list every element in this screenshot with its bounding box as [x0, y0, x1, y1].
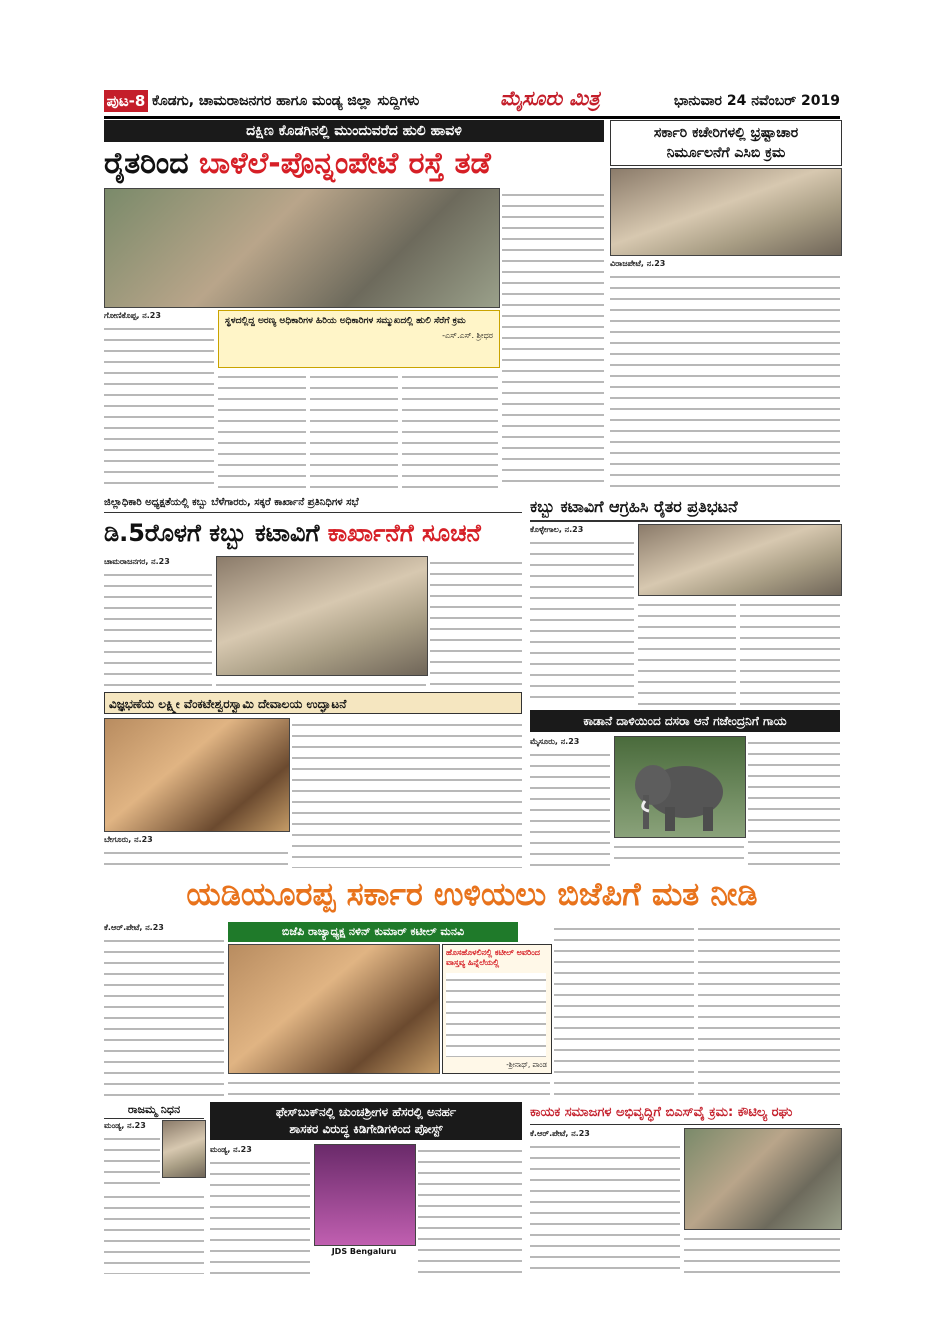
story2-headline-box: [610, 120, 842, 166]
story10-dateline: ಕೆ.ಆರ್.ಪೇಟೆ, ನ.23: [530, 1129, 590, 1138]
story10-text-col1: [530, 1140, 680, 1274]
story1-quote-box: [218, 310, 500, 368]
story6-photo: [614, 736, 746, 838]
issue-date: ಭಾನುವಾರ 24 ನವೆಂಬರ್ 2019: [673, 93, 840, 109]
story9-screenshot: [314, 1144, 416, 1246]
story1-dateline: ಗೋಣಿಕೊಪ್ಪ, ನ.23: [104, 311, 161, 320]
story4-dateline: ಕೊಳ್ಳೇಗಾಲ, ನ.23: [530, 525, 584, 534]
story3-headline-part2: ಕಾರ್ಖಾನೆಗೆ ಸೂಚನೆ: [327, 519, 481, 547]
story1-headline-part2: ಬಾಳೆಲೆ-ಪೊನ್ನಂಪೇಟೆ ರಸ್ತೆ ತಡೆ: [199, 146, 491, 181]
story1-text-col2: [218, 370, 306, 488]
story8-headline: ರಾಜಮ್ಮ ನಿಧನ: [104, 1102, 204, 1119]
story2-photo: [610, 168, 842, 256]
story1-text-col4: [402, 370, 498, 488]
story7-dateline: ಕೆ.ಆರ್.ಪೇಟೆ, ನ.23: [104, 923, 164, 932]
story3-headline: [104, 514, 522, 552]
elephant-icon: [615, 737, 745, 837]
story9-text-col1: [210, 1156, 310, 1274]
story10-headline: ಕಾಯಕ ಸಮಾಜಗಳ ಅಭಿವೃದ್ಧಿಗೆ ಬಿಎಸ್‌ವೈ ಕ್ರಮ: ಕೌಟಿಲ್ಯ ರಘು: [530, 1102, 840, 1125]
story6-headline: ಕಾಡಾನೆ ದಾಳಿಯಿಂದ ದಸರಾ ಆನೆ ಗಜೇಂದ್ರನಿಗೆ ಗಾಯ: [530, 710, 840, 732]
story1-text-col3: [310, 370, 398, 488]
story9-text-col2: [418, 1144, 522, 1274]
section-title: ಕೊಡಗು, ಚಾಮರಾಜನಗರ ಹಾಗೂ ಮಂಡ್ಯ ಜಿಲ್ಲಾ ಸುದ್ದಿಗಳು: [152, 93, 420, 109]
story6-text-col2: [748, 736, 840, 868]
story4-text-col1: [530, 536, 634, 706]
story7-text-col4: [698, 922, 840, 1098]
story5-headline: ವಿಜ್ಞಭಣೆಯ ಲಕ್ಷ್ಮೀ ವೆಂಕಟೇಶ್ವರಸ್ವಾಮಿ ದೇವಾಲಯ ಉದ್ಘಾಟನೆ: [104, 692, 522, 714]
masthead-logo: ಮೈಸೂರು ಮಿತ್ರ: [500, 86, 600, 110]
story2-headline-line1: ಸರ್ಕಾರಿ ಕಚೇರಿಗಳಲ್ಲಿ ಭ್ರಷ್ಟಾಚಾರ: [653, 125, 799, 141]
story4-headline: ಕಬ್ಬು ಕಟಾವಿಗೆ ಆಗ್ರಹಿಸಿ ರೈತರ ಪ್ರತಿಭಟನೆ: [530, 494, 840, 522]
story4-text-col3: [740, 598, 840, 706]
story8-text-top: [104, 1132, 160, 1188]
story9-headline-line1: ಫೇಸ್‌ಬುಕ್‌ನಲ್ಲಿ ಚುಂಚಶ್ರೀಗಳ ಹೆಸರಲ್ಲಿ ಅನರ್ಹ: [275, 1105, 457, 1119]
story1-photo: [104, 188, 500, 308]
story2-text: [610, 270, 840, 488]
story3-text-col2: [430, 556, 522, 686]
story3-kicker: ಜಿಲ್ಲಾಧಿಕಾರಿ ಅಧ್ಯಕ್ಷತೆಯಲ್ಲಿ ಕಬ್ಬು ಬೆಳೆಗಾರರು, ಸಕ್ಕರೆ ಕಾರ್ಖಾನೆ ಪ್ರತಿನಿಧಿಗಳ ಸಭೆ: [104, 494, 522, 513]
story8-portrait: [162, 1120, 206, 1178]
story9-dateline: ಮಂಡ್ಯ, ನ.23: [210, 1145, 252, 1154]
header-rule: [104, 116, 840, 119]
story6-dateline: ಮೈಸೂರು, ನ.23: [530, 737, 580, 746]
story2-dateline: ವಿರಾಜಪೇಟೆ, ನ.23: [610, 259, 666, 268]
story10-text-col2: [684, 1232, 840, 1274]
story4-photo: [638, 524, 842, 596]
story7-text-col1: [104, 934, 224, 1098]
story1-text-col-right: [502, 188, 604, 488]
story5-photo: [104, 718, 290, 832]
story1-quote-by: -ಎಸ್.ಎಸ್. ಶ್ರೀಧರ: [442, 331, 493, 340]
story3-photo: [216, 556, 428, 676]
story6-text-col1: [530, 748, 610, 868]
story3-caption: [216, 678, 426, 686]
story7-sidebox-text: [446, 973, 546, 1057]
story1-kicker: ದಕ್ಷಿಣ ಕೊಡಗಿನಲ್ಲಿ ಮುಂದುವರೆದ ಹುಲಿ ಹಾವಳಿ: [104, 120, 604, 142]
story7-sidebox-title: ಹೊಸಹೊಳಲಿನಲ್ಲಿ ಕಟೀಲ್ ಅವರಿಂದ ವಾಸ್ತವ್ಯ ಹಿನ್ನೆಲೆಯಲ್ಲಿ: [446, 948, 540, 967]
story3-dateline: ಚಾಮರಾಜನಗರ, ನ.23: [104, 557, 170, 566]
story9-headline-box: [210, 1102, 522, 1140]
story1-headline-part1: ರೈತರಿಂದ: [104, 146, 200, 181]
story3-text-col1: [104, 568, 212, 686]
story5-caption: [104, 846, 288, 868]
story7-text-col3: [554, 922, 694, 1098]
story7-sidebox: [442, 944, 552, 1074]
story1-headline: [104, 143, 604, 185]
story2-headline-line2: ನಿರ್ಮೂಲನೆಗೆ ಎಸಿಬಿ ಕ್ರಮ: [666, 145, 786, 161]
page-number: ಪುಟ-8: [104, 90, 148, 112]
story9-tag: JDS Bengaluru: [331, 1247, 397, 1256]
story1-text-col1: [104, 322, 214, 488]
story8-dateline: ಮಂಡ್ಯ, ನ.23: [104, 1121, 146, 1130]
story9-headline-line2: ಶಾಸಕರ ವಿರುದ್ಧ ಕಿಡಿಗೇಡಿಗಳಿಂದ ಪೋಸ್ಟ್: [289, 1122, 443, 1136]
story6-text-col3: [614, 840, 744, 868]
story7-caption: [228, 1076, 550, 1098]
story5-text: [292, 718, 522, 868]
story4-text-col2: [638, 598, 736, 706]
story8-text: [104, 1190, 204, 1274]
story10-photo: [684, 1128, 842, 1230]
story3-headline-part1: ಡಿ.5ರೊಳಗೆ ಕಬ್ಬು ಕಟಾವಿಗೆ: [104, 519, 328, 547]
story1-quote: ಸ್ಥಳದಲ್ಲಿದ್ದ ಅರಣ್ಯ ಅಧಿಕಾರಿಗಳ ಹಿರಿಯ ಅಧಿಕಾರಿಗಳ ಸಮ್ಮುಖದಲ್ಲಿ ಹುಲಿ ಸೆರೆಗೆ ಕ್ರಮ: [225, 316, 466, 326]
story7-subhead: ಬಿಜೆಪಿ ರಾಜ್ಯಾಧ್ಯಕ್ಷ ನಳಿನ್ ಕುಮಾರ್ ಕಟೀಲ್ ಮನವಿ: [228, 922, 518, 942]
story7-sidebox-byline: -ಶ್ರೀನಾಥ್, ಪಾಂಡ: [506, 1061, 547, 1069]
story7-headline: ಯಡಿಯೂರಪ್ಪ ಸರ್ಕಾರ ಉಳಿಯಲು ಬಿಜೆಪಿಗೆ ಮತ ನೀಡಿ: [186, 875, 758, 913]
story7-photo: [228, 944, 440, 1074]
story5-dateline: ಬೇಗೂರು, ನ.23: [104, 835, 153, 844]
